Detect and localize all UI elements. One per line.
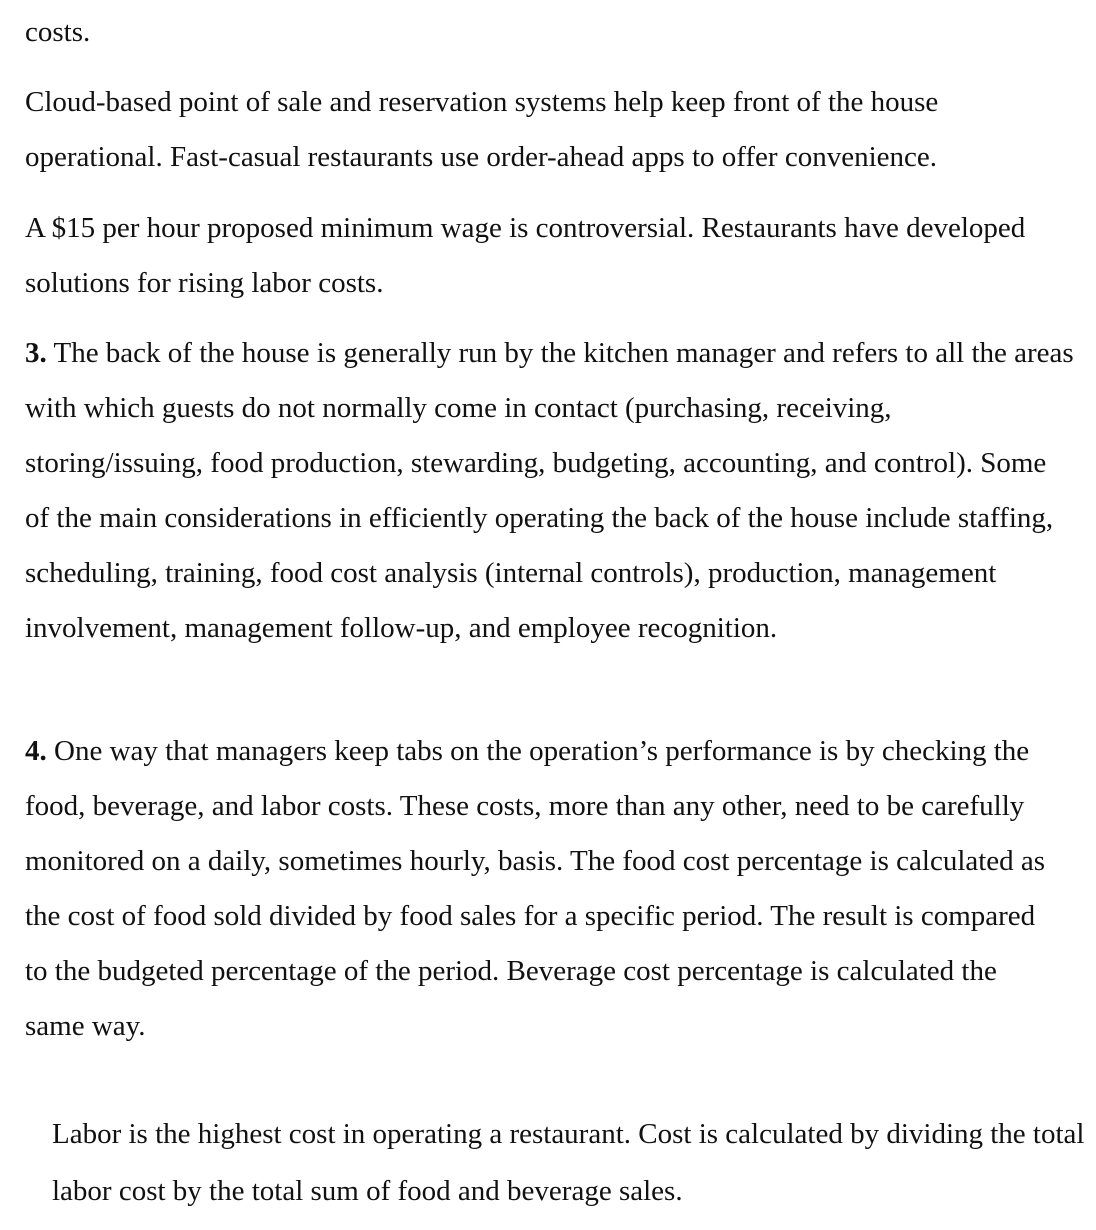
paragraph-labor-cost: Labor is the highest cost in operating a restaurant. Cost is calculated by dividing the total labor cost by the total sum of food and beverage sales. xyxy=(52,1118,1085,1207)
item-3-text: The back of the house is generally run by the kitchen manager and refers to all the areas with which guests do not normally come in contact (purchasing, receiving, storing/issuing, food production, stewarding, budgeting, accounting, and control). Some of the main considerations in efficiently operating the back of the house include staffing, scheduling, training, food cost analysis (internal controls), production, management involvement, management follow-up, and employee recognition. xyxy=(25,337,1074,644)
item-4-text: One way that managers keep tabs on the operation’s performance is by checking the food, beverage, and labor costs. These costs, more than any other, need to be carefully monitored on a daily, sometimes hourly, basis. The food cost percentage is calculated as the cost of food sold divided by food sales for a specific period. The result is compared to the budgeted percentage of the period. Beverage cost percentage is calculated the same way. xyxy=(25,735,1046,1042)
item-4-number: 4. xyxy=(25,735,47,767)
paragraph-minimum-wage: A $15 per hour proposed minimum wage is controversial. Restaurants have developed solutions for rising labor costs. xyxy=(25,212,1026,299)
item-4 xyxy=(25,724,1055,1054)
item-3-number: 3. xyxy=(25,337,47,369)
item-3 xyxy=(25,326,1075,656)
paragraph-cloud-systems: Cloud-based point of sale and reservation systems help keep front of the house operational. Fast-casual restaurants use order-ahead apps to offer convenience. xyxy=(25,86,939,173)
paragraph-costs: costs. xyxy=(25,16,91,48)
